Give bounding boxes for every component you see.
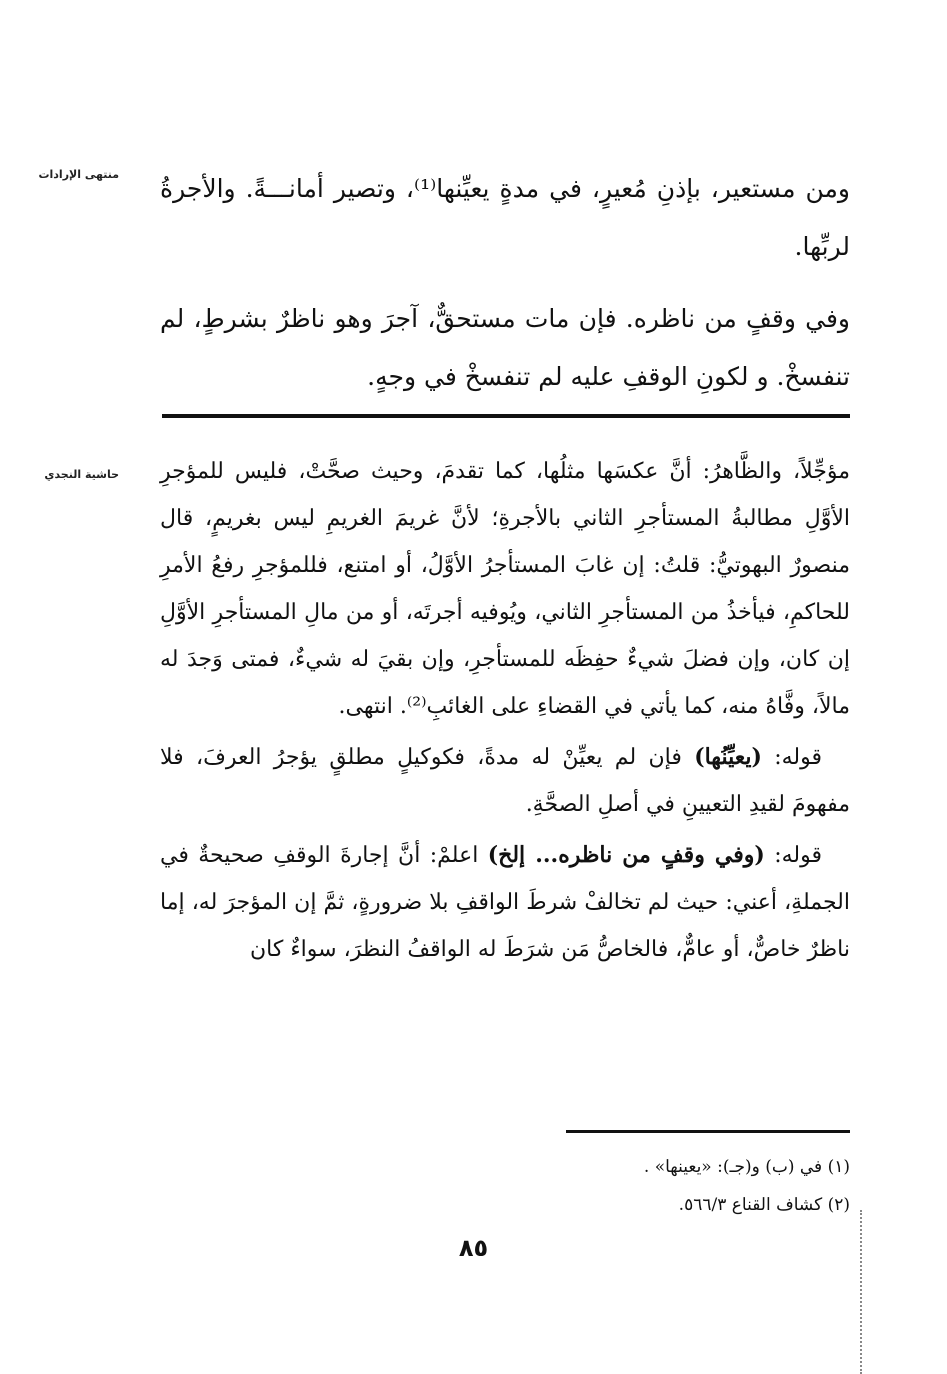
hashiya-p3-lead: قوله:: [764, 843, 823, 868]
footnotes: [400, 1148, 850, 1224]
footnote-2: (٢) كشاف القناع ٥٦٦/٣.: [678, 1195, 850, 1215]
footnote-1: (١) في (ب) و(جـ): «يعينها» .: [643, 1157, 850, 1177]
hashiya-p3-lemma: (وفي وقفٍ من ناظره... إلخ): [487, 842, 765, 868]
side-label-main: منتهى الإرادات: [38, 168, 119, 181]
hashiya-p2-lemma: (يعيِّنُها): [694, 744, 762, 770]
hashiya-p2-lead: قوله:: [761, 745, 822, 770]
hashiya-text: [160, 448, 850, 973]
main-paragraph-2: وفي وقفٍ من ناظره. فإن مات مستحقٌّ، آجرَ وهو ناظرٌ بشرطٍ، لم تنفسخْ. و لكونِ الوقفِ عليه لم تنفسخْ في وجهٍ.: [160, 304, 850, 391]
footnote-divider: [566, 1130, 850, 1133]
hashiya-paragraph-3: [160, 832, 850, 973]
page-number: ٨٥: [458, 1234, 489, 1262]
hashiya-p3-body: اعلمْ: أنَّ إجارةَ الوقفِ صحيحةٌ في الجملةِ، أعني: حيث لم تخالفْ شرطَ الواقفِ بلا ضرورةٍ، ثمَّ إن المؤجرَ له، إما ناظرٌ خاصٌّ، أو عامٌّ، فالخاصُّ مَن شرَطَ له الواقفُ النظرَ، سواءٌ كان: [160, 843, 850, 962]
main-text: [160, 160, 850, 406]
section-divider: [162, 414, 850, 418]
hashiya-paragraph-2: [160, 734, 850, 828]
side-label-hashiya: حاشية النجدي: [44, 468, 119, 481]
main-paragraph-1: ومن مستعير، بإذنِ مُعيرٍ، في مدةٍ يعيِّنها⁽¹⁾، وتصير أمانـــةً. والأجرةُ لربِّها.: [160, 174, 850, 261]
hashiya-p2-body: فإن لم يعيِّنْ له مدةً، فكوكيلٍ مطلقٍ يؤجرُ العرفَ، فلا مفهومَ لقيدِ التعيينِ في أصلِ الصحَّةِ.: [160, 745, 850, 817]
hashiya-paragraph-1: مؤجِّلاً، والظَّاهرُ: أنَّ عكسَها مثلُها، كما تقدمَ، وحيث صحَّتْ، فليس للمؤجرِ الأوَّلِ مطالبةُ المستأجرِ الثاني بالأجرةِ؛ لأنَّ غريمَ الغريمِ ليس بغريمٍ، قال منصورٌ البهوتيُّ: قلتُ: إن غابَ المستأجرُ الأوَّلُ، أو امتنع، فللمؤجرِ رفعُ الأمرِ للحاكمِ، فيأخذُ من المستأجرِ الثاني، ويُوفيه أجرتَه، أو من مالِ المستأجرِ الأوَّلِ إن كان، وإن فضلَ شيءٌ حفِظَه للمستأجرِ، وإن بقيَ له شيءٌ، فمتى وَجدَ له مالاً، وفَّاهُ منه، كما يأتي في القضاءِ على الغائبِ⁽²⁾. انتهى.: [160, 459, 850, 719]
scan-edge-mark: [860, 1210, 864, 1374]
